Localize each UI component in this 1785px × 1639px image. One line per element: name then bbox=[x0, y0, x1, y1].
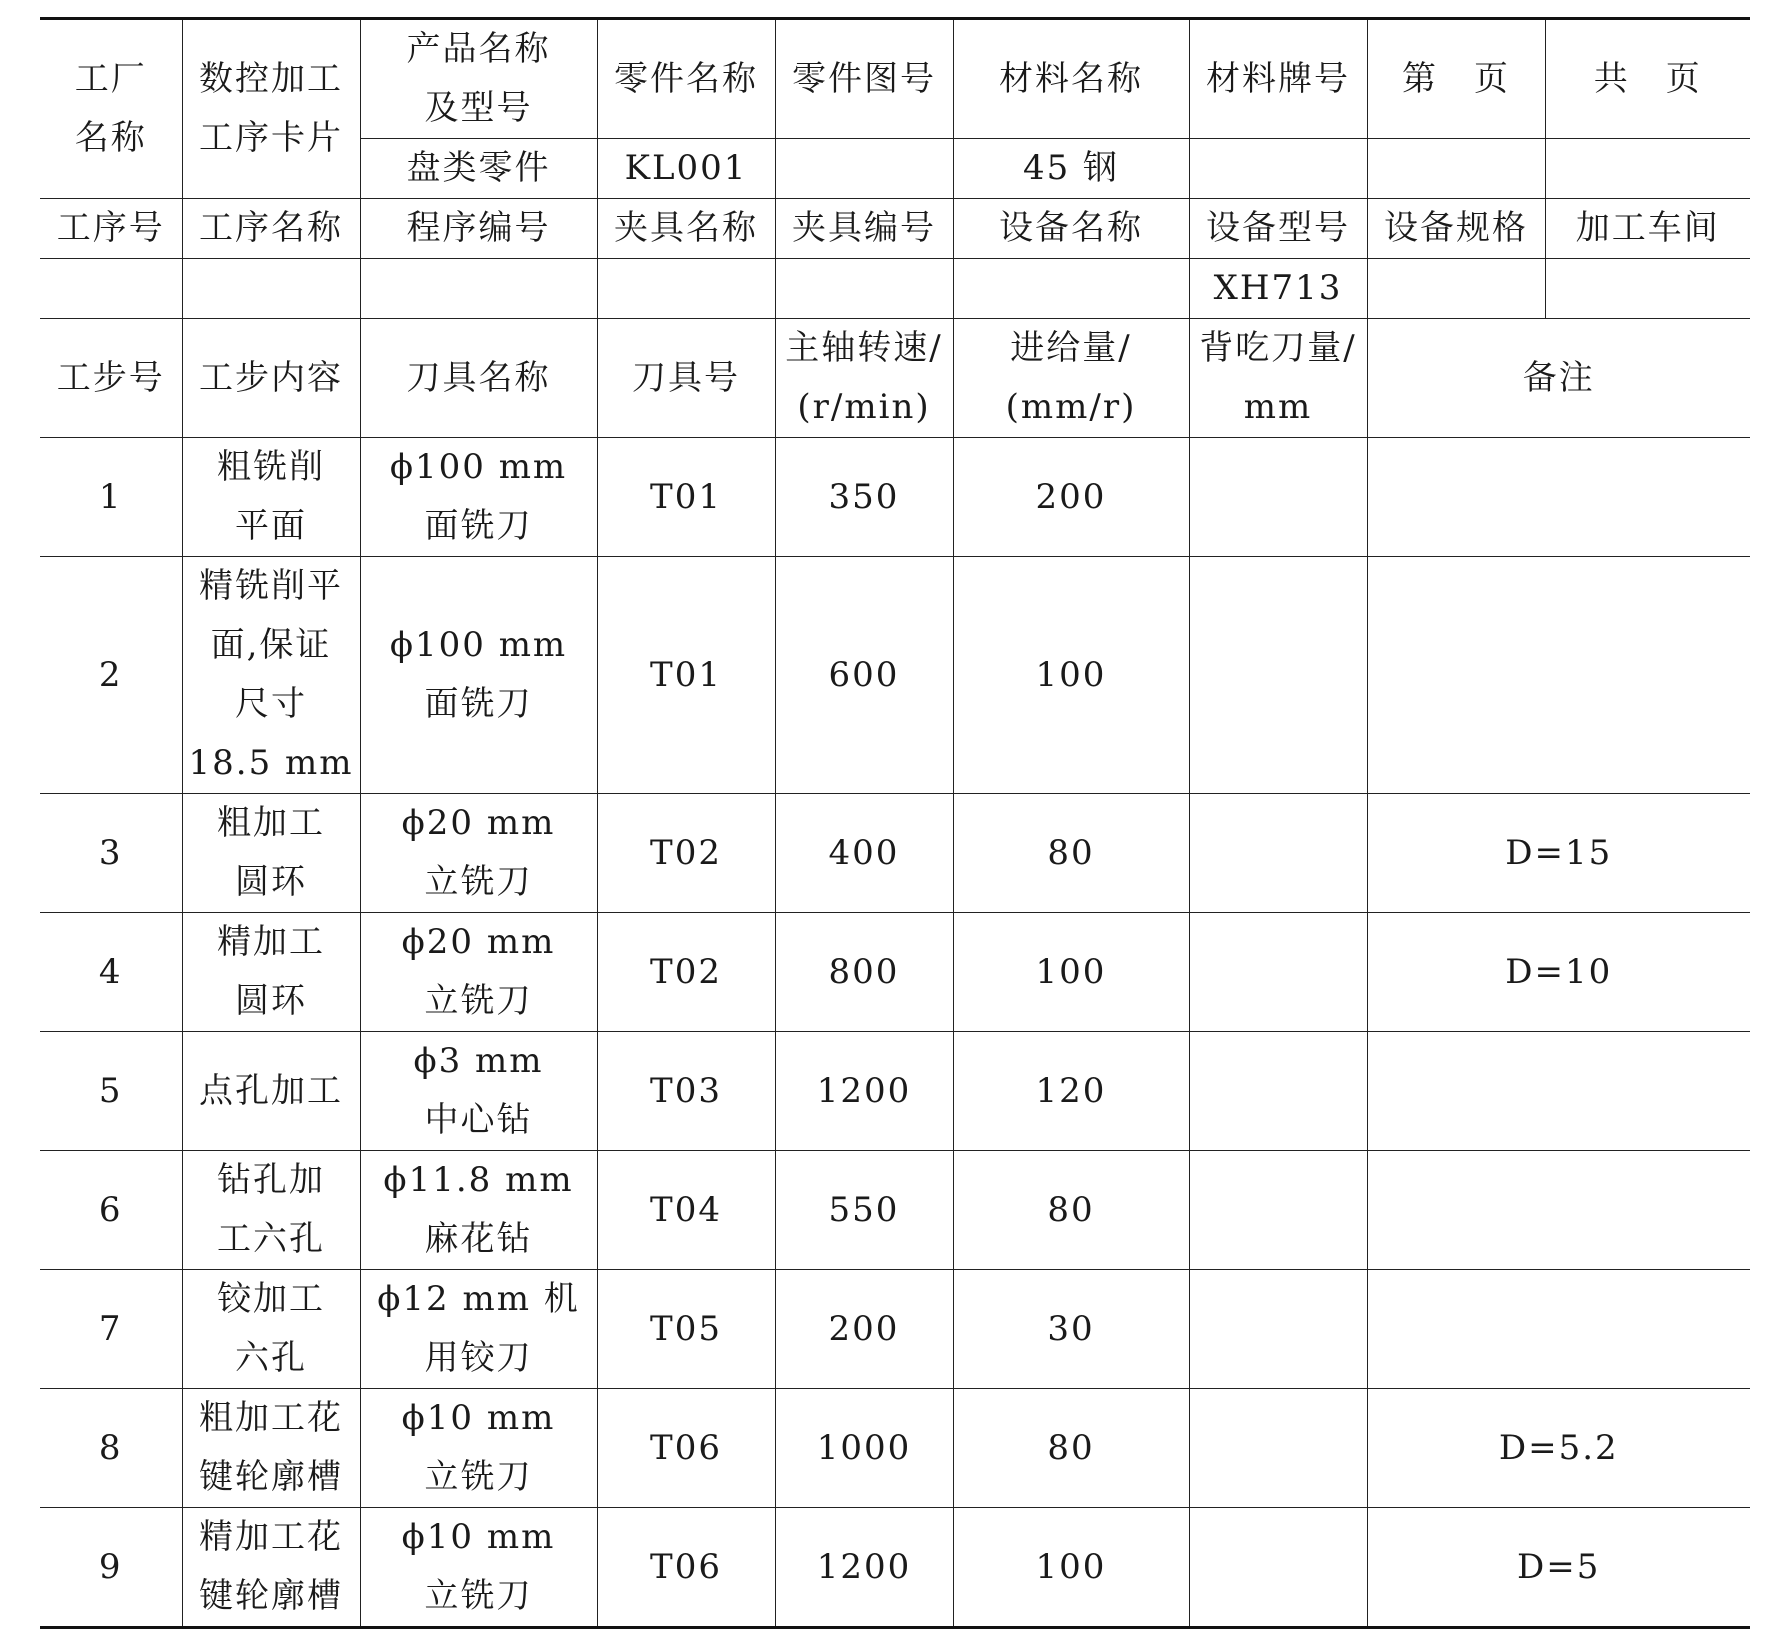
step-content-line: 钻孔加 bbox=[217, 1160, 325, 1200]
step-row bbox=[40, 1270, 1750, 1389]
total-pages-label: 共 页 bbox=[1545, 19, 1750, 139]
fixture-name-label: 夹具名称 bbox=[597, 199, 775, 259]
tool-name bbox=[360, 1151, 597, 1270]
fixture-no-value bbox=[775, 259, 953, 319]
step-content bbox=[182, 1389, 360, 1508]
factory-name-label: 工厂 名称 bbox=[40, 19, 182, 199]
remark-header: 备注 bbox=[1367, 319, 1750, 438]
step-no: 8 bbox=[40, 1389, 182, 1508]
program-no-label: 程序编号 bbox=[360, 199, 597, 259]
feed-rate: 100 bbox=[953, 557, 1189, 794]
cut-depth bbox=[1189, 557, 1367, 794]
tool-no: T06 bbox=[597, 1389, 775, 1508]
cut-depth bbox=[1189, 794, 1367, 913]
spindle-speed: 200 bbox=[775, 1270, 953, 1389]
step-content-line: 精加工 bbox=[217, 922, 325, 962]
feed-rate: 80 bbox=[953, 794, 1189, 913]
step-no: 5 bbox=[40, 1032, 182, 1151]
tool-name-line: ϕ100 mm bbox=[389, 625, 568, 665]
step-row bbox=[40, 438, 1750, 557]
part-name-label: 零件名称 bbox=[597, 19, 775, 139]
spindle-speed: 1200 bbox=[775, 1032, 953, 1151]
equipment-name-label: 设备名称 bbox=[953, 199, 1189, 259]
cut-depth bbox=[1189, 913, 1367, 1032]
spindle-speed: 1200 bbox=[775, 1508, 953, 1628]
program-no-value bbox=[360, 259, 597, 319]
process-card-table bbox=[40, 17, 1750, 1629]
tool-no: T02 bbox=[597, 913, 775, 1032]
tool-name-line: 面铣刀 bbox=[424, 506, 533, 546]
step-content-line: 圆环 bbox=[235, 981, 307, 1021]
step-content bbox=[182, 1151, 360, 1270]
tool-name-line: 立铣刀 bbox=[424, 1576, 533, 1616]
product-name-label: 产品名称 及型号 bbox=[360, 19, 597, 139]
spindle-speed: 600 bbox=[775, 557, 953, 794]
step-content-header: 工步内容 bbox=[182, 319, 360, 438]
tool-no: T04 bbox=[597, 1151, 775, 1270]
remark bbox=[1367, 1151, 1750, 1270]
cut-depth bbox=[1189, 438, 1367, 557]
step-row bbox=[40, 794, 1750, 913]
part-drawing-label: 零件图号 bbox=[775, 19, 953, 139]
step-no: 6 bbox=[40, 1151, 182, 1270]
equipment-spec-label: 设备规格 bbox=[1367, 199, 1545, 259]
process-no-value bbox=[40, 259, 182, 319]
step-content-line: 面,保证 bbox=[210, 625, 332, 665]
tool-name bbox=[360, 1032, 597, 1151]
feed-rate: 100 bbox=[953, 1508, 1189, 1628]
feed-rate: 30 bbox=[953, 1270, 1189, 1389]
remark bbox=[1367, 557, 1750, 794]
step-no-header: 工步号 bbox=[40, 319, 182, 438]
step-row bbox=[40, 1389, 1750, 1508]
step-content-line: 铰加工 bbox=[217, 1279, 325, 1319]
process-name-value bbox=[182, 259, 360, 319]
tool-no-header: 刀具号 bbox=[597, 319, 775, 438]
remark: D=5.2 bbox=[1367, 1389, 1750, 1508]
step-row bbox=[40, 1032, 1750, 1151]
tool-no: T02 bbox=[597, 794, 775, 913]
remark bbox=[1367, 1270, 1750, 1389]
feed-rate: 80 bbox=[953, 1389, 1189, 1508]
step-content-line: 键轮廓槽 bbox=[199, 1457, 343, 1497]
remark: D=10 bbox=[1367, 913, 1750, 1032]
step-content-line: 点孔加工 bbox=[199, 1070, 343, 1111]
tool-name-line: 立铣刀 bbox=[424, 981, 533, 1021]
part-drawing-value bbox=[775, 139, 953, 199]
step-content-line: 圆环 bbox=[235, 862, 307, 902]
workshop-value bbox=[1545, 259, 1750, 319]
cut-depth bbox=[1189, 1508, 1367, 1628]
tool-name-line: 面铣刀 bbox=[424, 684, 533, 724]
spindle-speed-header: 主轴转速/ (r/min) bbox=[775, 319, 953, 438]
tool-name-line: ϕ3 mm bbox=[413, 1041, 544, 1081]
process-no-label: 工序号 bbox=[40, 199, 182, 259]
feed-rate: 200 bbox=[953, 438, 1189, 557]
step-content bbox=[182, 1032, 360, 1151]
feed-rate: 120 bbox=[953, 1032, 1189, 1151]
tool-no: T05 bbox=[597, 1270, 775, 1389]
step-no: 7 bbox=[40, 1270, 182, 1389]
step-row bbox=[40, 557, 1750, 794]
tool-name-line: 立铣刀 bbox=[424, 1457, 533, 1497]
tool-no: T06 bbox=[597, 1508, 775, 1628]
part-name-value: KL001 bbox=[597, 139, 775, 199]
tool-no: T01 bbox=[597, 438, 775, 557]
step-content-line: 18.5 mm bbox=[188, 743, 354, 783]
workshop-label: 加工车间 bbox=[1545, 199, 1750, 259]
material-name-label: 材料名称 bbox=[953, 19, 1189, 139]
tool-name bbox=[360, 557, 597, 794]
material-name-value: 45 钢 bbox=[953, 139, 1189, 199]
remark bbox=[1367, 1032, 1750, 1151]
step-no: 2 bbox=[40, 557, 182, 794]
page-value bbox=[1367, 139, 1545, 199]
fixture-no-label: 夹具编号 bbox=[775, 199, 953, 259]
spindle-speed: 350 bbox=[775, 438, 953, 557]
tool-name-line: ϕ10 mm bbox=[401, 1517, 556, 1557]
spindle-speed: 800 bbox=[775, 913, 953, 1032]
step-content-line: 粗铣削 bbox=[217, 447, 325, 487]
step-content bbox=[182, 1508, 360, 1628]
equipment-model-value: XH713 bbox=[1189, 259, 1367, 319]
step-no: 3 bbox=[40, 794, 182, 913]
step-content bbox=[182, 913, 360, 1032]
tool-name bbox=[360, 794, 597, 913]
step-row bbox=[40, 913, 1750, 1032]
step-content-line: 六孔 bbox=[235, 1338, 307, 1378]
spindle-speed: 1000 bbox=[775, 1389, 953, 1508]
step-no: 4 bbox=[40, 913, 182, 1032]
cut-depth bbox=[1189, 1151, 1367, 1270]
tool-name bbox=[360, 1389, 597, 1508]
remark: D=15 bbox=[1367, 794, 1750, 913]
spindle-speed: 550 bbox=[775, 1151, 953, 1270]
step-no: 9 bbox=[40, 1508, 182, 1628]
equipment-name-value bbox=[953, 259, 1189, 319]
tool-name-line: 立铣刀 bbox=[424, 862, 533, 902]
tool-name-line: ϕ100 mm bbox=[389, 447, 568, 487]
tool-name-line: 麻花钻 bbox=[424, 1219, 533, 1259]
tool-name-line: 中心钻 bbox=[424, 1100, 533, 1140]
step-content-line: 平面 bbox=[235, 506, 307, 546]
tool-name-line: ϕ10 mm bbox=[401, 1398, 556, 1438]
tool-name bbox=[360, 1270, 597, 1389]
cut-depth-header: 背吃刀量/ mm bbox=[1189, 319, 1367, 438]
equipment-model-label: 设备型号 bbox=[1189, 199, 1367, 259]
tool-name-line: ϕ20 mm bbox=[401, 803, 556, 843]
step-content bbox=[182, 794, 360, 913]
tool-name bbox=[360, 438, 597, 557]
tool-name-line: ϕ20 mm bbox=[401, 922, 556, 962]
tool-no: T03 bbox=[597, 1032, 775, 1151]
step-content-line: 尺寸 bbox=[235, 684, 307, 724]
remark: D=5 bbox=[1367, 1508, 1750, 1628]
tool-name bbox=[360, 913, 597, 1032]
product-name-value: 盘类零件 bbox=[360, 139, 597, 199]
remark bbox=[1367, 438, 1750, 557]
cut-depth bbox=[1189, 1032, 1367, 1151]
page-label: 第 页 bbox=[1367, 19, 1545, 139]
feed-rate-header: 进给量/ (mm/r) bbox=[953, 319, 1189, 438]
tool-name bbox=[360, 1508, 597, 1628]
step-content-line: 精加工花 bbox=[199, 1517, 343, 1557]
material-grade-label: 材料牌号 bbox=[1189, 19, 1367, 139]
process-name-label: 工序名称 bbox=[182, 199, 360, 259]
cut-depth bbox=[1189, 1270, 1367, 1389]
step-content bbox=[182, 557, 360, 794]
feed-rate: 80 bbox=[953, 1151, 1189, 1270]
step-content-line: 工六孔 bbox=[217, 1219, 325, 1259]
tool-name-line: ϕ12 mm 机 bbox=[377, 1279, 580, 1319]
cut-depth bbox=[1189, 1389, 1367, 1508]
tool-name-line: ϕ11.8 mm bbox=[383, 1160, 574, 1200]
step-content-line: 粗加工 bbox=[217, 803, 325, 843]
card-title-label: 数控加工 工序卡片 bbox=[182, 19, 360, 199]
step-content-line: 键轮廓槽 bbox=[199, 1576, 343, 1616]
step-content-line: 粗加工花 bbox=[199, 1398, 343, 1438]
spindle-speed: 400 bbox=[775, 794, 953, 913]
step-row bbox=[40, 1151, 1750, 1270]
steps-body bbox=[40, 438, 1750, 1628]
total-pages-value bbox=[1545, 139, 1750, 199]
tool-name-line: 用铰刀 bbox=[424, 1338, 533, 1378]
equipment-spec-value bbox=[1367, 259, 1545, 319]
fixture-name-value bbox=[597, 259, 775, 319]
step-row bbox=[40, 1508, 1750, 1628]
tool-name-header: 刀具名称 bbox=[360, 319, 597, 438]
step-content bbox=[182, 1270, 360, 1389]
material-grade-value bbox=[1189, 139, 1367, 199]
step-content bbox=[182, 438, 360, 557]
process-card bbox=[40, 17, 1750, 1629]
tool-no: T01 bbox=[597, 557, 775, 794]
step-content-line: 精铣削平 bbox=[199, 566, 343, 606]
feed-rate: 100 bbox=[953, 913, 1189, 1032]
step-no: 1 bbox=[40, 438, 182, 557]
